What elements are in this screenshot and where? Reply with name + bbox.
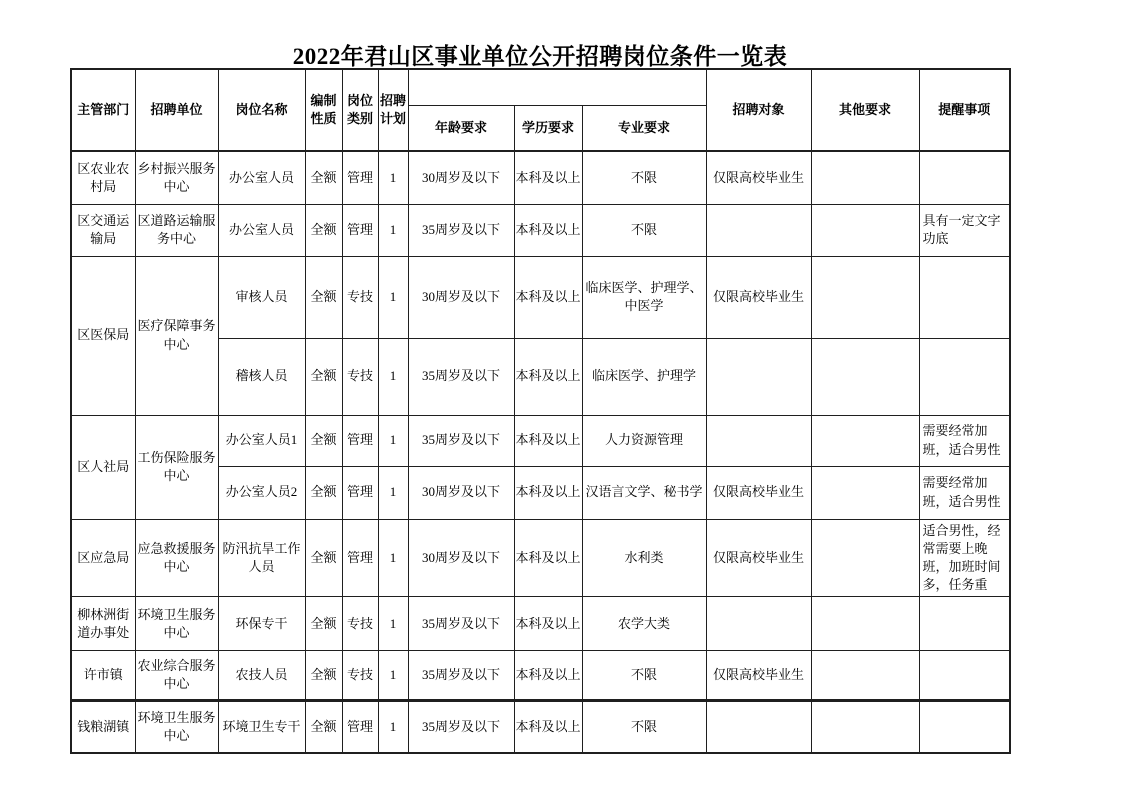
cell-age: 30周岁及以下 [408,256,514,338]
cell-target [706,415,811,466]
cell-unit: 环境卫生服务中心 [135,597,218,651]
table-row [71,204,1010,256]
cell-unit: 乡村振兴服务中心 [135,151,218,204]
cell-plan: 1 [378,151,408,204]
cell-reminder [919,597,1010,651]
cell-education: 本科及以上 [514,415,582,466]
cell-plan: 1 [378,597,408,651]
cell-education: 本科及以上 [514,466,582,519]
cell-major: 农学大类 [582,597,706,651]
table-row [71,151,1010,204]
header-major: 专业要求 [582,105,706,151]
cell-nature: 全额 [305,204,342,256]
cell-nature: 全额 [305,597,342,651]
cell-age: 35周岁及以下 [408,338,514,415]
cell-category: 管理 [342,151,378,204]
cell-major: 不限 [582,204,706,256]
cell-age: 30周岁及以下 [408,519,514,597]
cell-plan: 1 [378,338,408,415]
cell-age: 35周岁及以下 [408,415,514,466]
cell-plan: 1 [378,519,408,597]
header-position: 岗位名称 [218,69,305,151]
cell-category: 专技 [342,256,378,338]
header-category: 岗位类别 [342,69,378,151]
table-row [71,256,1010,338]
cell-education: 本科及以上 [514,519,582,597]
header-row-main [71,69,1010,105]
cell-category: 管理 [342,204,378,256]
cell-plan: 1 [378,415,408,466]
cell-education: 本科及以上 [514,256,582,338]
cell-category: 专技 [342,338,378,415]
cell-major: 临床医学、护理学 [582,338,706,415]
header-reminder: 提醒事项 [919,69,1010,151]
page-title: 2022年君山区事业单位公开招聘岗位条件一览表 [292,44,788,69]
cell-other [811,466,919,519]
header-nature: 编制性质 [305,69,342,151]
cell-education: 本科及以上 [514,651,582,701]
cell-unit: 区道路运输服务中心 [135,204,218,256]
cell-nature: 全额 [305,338,342,415]
cell-dept: 区人社局 [71,415,135,519]
cell-position: 办公室人员 [218,151,305,204]
cell-other [811,701,919,753]
cell-nature: 全额 [305,415,342,466]
cell-reminder: 需要经常加班，适合男性 [919,466,1010,519]
cell-target: 仅限高校毕业生 [706,151,811,204]
cell-major: 汉语言文学、秘书学 [582,466,706,519]
cell-major: 临床医学、护理学、中医学 [582,256,706,338]
cell-age: 35周岁及以下 [408,701,514,753]
cell-nature: 全额 [305,519,342,597]
recruitment-table [70,68,1011,754]
cell-reminder [919,701,1010,753]
header-age: 年龄要求 [408,105,514,151]
cell-age: 30周岁及以下 [408,466,514,519]
cell-other [811,338,919,415]
cell-other [811,519,919,597]
cell-age: 30周岁及以下 [408,151,514,204]
cell-other [811,151,919,204]
cell-nature: 全额 [305,466,342,519]
cell-dept: 钱粮湖镇 [71,701,135,753]
cell-category: 专技 [342,597,378,651]
cell-unit: 环境卫生服务中心 [135,701,218,753]
cell-position: 防汛抗旱工作人员 [218,519,305,597]
cell-unit: 应急救援服务中心 [135,519,218,597]
cell-category: 管理 [342,701,378,753]
cell-reminder: 具有一定文字功底 [919,204,1010,256]
cell-dept: 柳林洲街道办事处 [71,597,135,651]
cell-unit: 农业综合服务中心 [135,651,218,701]
cell-target [706,701,811,753]
cell-target: 仅限高校毕业生 [706,466,811,519]
header-education: 学历要求 [514,105,582,151]
cell-other [811,256,919,338]
cell-unit: 工伤保险服务中心 [135,415,218,519]
cell-reminder [919,151,1010,204]
cell-unit: 医疗保障事务中心 [135,256,218,415]
cell-major: 不限 [582,151,706,204]
cell-target [706,597,811,651]
cell-nature: 全额 [305,701,342,753]
cell-position: 稽核人员 [218,338,305,415]
cell-position: 农技人员 [218,651,305,701]
cell-category: 管理 [342,466,378,519]
table-header [71,69,1010,151]
cell-nature: 全额 [305,256,342,338]
cell-target [706,338,811,415]
cell-position: 办公室人员 [218,204,305,256]
cell-major: 人力资源管理 [582,415,706,466]
cell-education: 本科及以上 [514,701,582,753]
cell-position: 办公室人员1 [218,415,305,466]
cell-education: 本科及以上 [514,338,582,415]
cell-plan: 1 [378,204,408,256]
cell-reminder [919,338,1010,415]
cell-age: 35周岁及以下 [408,204,514,256]
table-row [71,519,1010,597]
cell-other [811,651,919,701]
cell-category: 管理 [342,519,378,597]
cell-plan: 1 [378,651,408,701]
table-body [71,151,1010,753]
cell-target [706,204,811,256]
cell-position: 环保专干 [218,597,305,651]
cell-dept: 区应急局 [71,519,135,597]
header-other: 其他要求 [811,69,919,151]
cell-other [811,415,919,466]
header-unit: 招聘单位 [135,69,218,151]
header-dept: 主管部门 [71,69,135,151]
cell-target: 仅限高校毕业生 [706,256,811,338]
header-requirements-group [408,69,706,105]
cell-reminder: 需要经常加班，适合男性 [919,415,1010,466]
cell-age: 35周岁及以下 [408,597,514,651]
cell-other [811,204,919,256]
cell-position: 环境卫生专干 [218,701,305,753]
table-row [71,701,1010,753]
table-row [71,597,1010,651]
cell-target: 仅限高校毕业生 [706,651,811,701]
cell-reminder: 适合男性，经常需要上晚班，加班时间多，任务重 [919,519,1010,597]
cell-reminder [919,651,1010,701]
cell-plan: 1 [378,466,408,519]
cell-position: 办公室人员2 [218,466,305,519]
table-row [71,651,1010,701]
header-target: 招聘对象 [706,69,811,151]
cell-education: 本科及以上 [514,597,582,651]
cell-dept: 区医保局 [71,256,135,415]
cell-education: 本科及以上 [514,204,582,256]
cell-dept: 区农业农村局 [71,151,135,204]
cell-reminder [919,256,1010,338]
cell-major: 不限 [582,701,706,753]
cell-position: 审核人员 [218,256,305,338]
header-plan: 招聘计划 [378,69,408,151]
cell-dept: 许市镇 [71,651,135,701]
cell-category: 管理 [342,415,378,466]
cell-category: 专技 [342,651,378,701]
cell-dept: 区交通运输局 [71,204,135,256]
table-row [71,415,1010,466]
cell-age: 35周岁及以下 [408,651,514,701]
cell-nature: 全额 [305,651,342,701]
cell-plan: 1 [378,256,408,338]
cell-nature: 全额 [305,151,342,204]
cell-major: 水利类 [582,519,706,597]
cell-target: 仅限高校毕业生 [706,519,811,597]
cell-education: 本科及以上 [514,151,582,204]
cell-major: 不限 [582,651,706,701]
cell-plan: 1 [378,701,408,753]
cell-other [811,597,919,651]
